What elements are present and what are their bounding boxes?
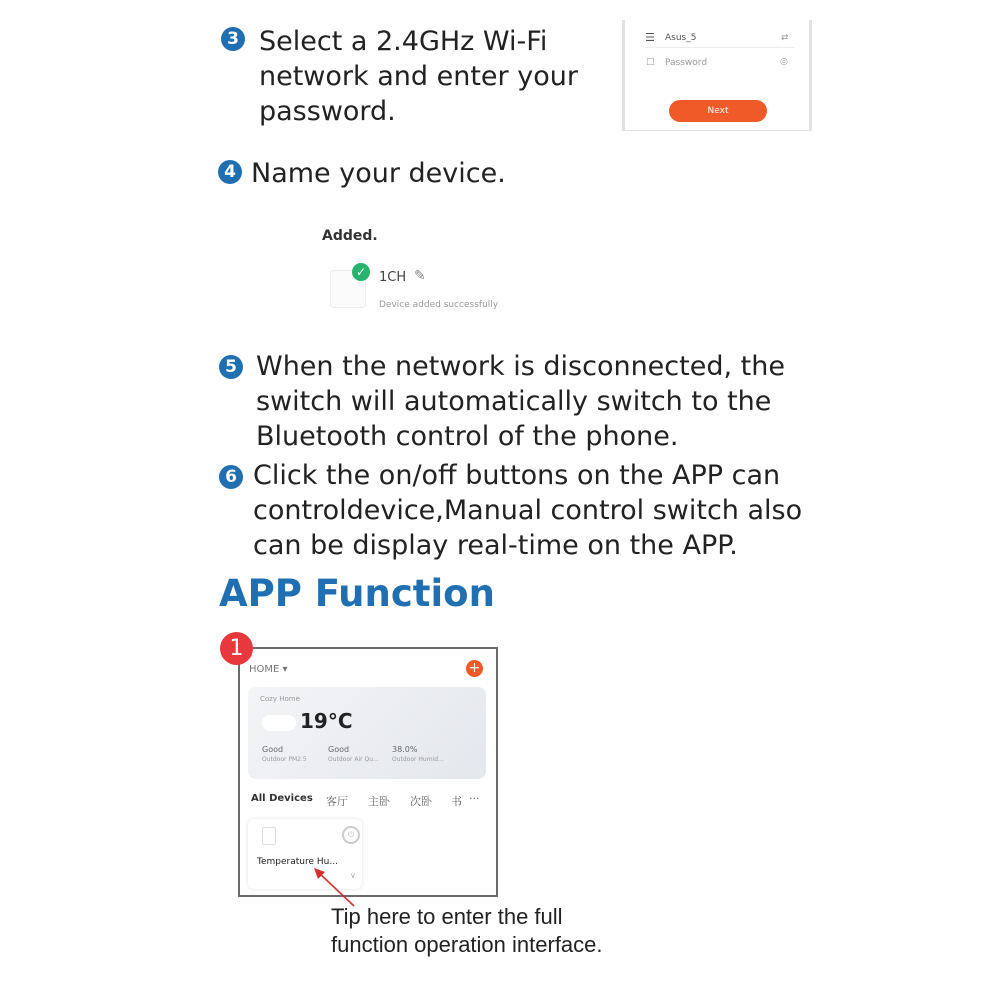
step-number-4: 4	[218, 160, 242, 184]
stat-label-1: Outdoor PM2.5	[262, 756, 307, 763]
divider	[645, 47, 795, 48]
step-number-6: 6	[219, 465, 243, 489]
device-name: 1CH	[379, 270, 407, 285]
app-screen	[238, 647, 498, 897]
ssid-text: Asus_5	[665, 33, 697, 43]
chevron-down-icon[interactable]: ∨	[350, 871, 356, 880]
step-number-5: 5	[219, 355, 243, 379]
tip-text: Tip here to enter the full function operation interface.	[331, 904, 603, 957]
eye-icon[interactable]: ◎	[780, 57, 788, 67]
check-icon: ✓	[352, 263, 370, 281]
added-screen	[322, 228, 542, 318]
lock-icon: □	[646, 57, 655, 67]
stat-label-2: Outdoor Air Qu...	[328, 756, 379, 763]
password-field[interactable]: Password	[665, 58, 708, 68]
cloud-icon	[262, 715, 296, 731]
stat-value-3: 38.0%	[392, 745, 418, 754]
home-selector[interactable]: HOME ▾	[249, 664, 288, 675]
wifi-screen	[622, 20, 812, 131]
wifi-icon: ☰	[645, 31, 655, 44]
edit-icon[interactable]: ✎	[414, 268, 426, 284]
stat-label-3: Outdoor Humid...	[392, 756, 444, 763]
add-button[interactable]: +	[466, 660, 483, 677]
step-number-3: 3	[221, 27, 245, 51]
device-card-name: Temperature Hu...	[257, 857, 338, 867]
power-icon[interactable]: ⏻	[342, 826, 360, 844]
added-title: Added.	[322, 228, 378, 244]
step-badge-1: 1	[220, 632, 253, 665]
temperature: 19°C	[300, 709, 353, 733]
weather-card[interactable]	[248, 687, 486, 779]
tab-study[interactable]: 书	[451, 795, 462, 808]
device-icon	[262, 827, 276, 845]
tab-master-bedroom[interactable]: 主卧	[368, 795, 390, 808]
section-title: APP Function	[219, 572, 495, 615]
step-4-text: Name your device.	[251, 158, 506, 189]
city-name: Cozy Home	[260, 695, 300, 703]
tab-living-room[interactable]: 客厅	[326, 795, 348, 808]
step-6-text: Click the on/off buttons on the APP can controldevice,Manual control switch also can be display real-time on the APP.	[253, 460, 803, 561]
added-status: Device added successfully	[379, 300, 499, 310]
next-button[interactable]: Next	[669, 100, 767, 122]
tab-all-devices[interactable]: All Devices	[251, 793, 313, 804]
change-network-icon[interactable]: ⇄	[781, 33, 789, 43]
step-3-text: Select a 2.4GHz Wi-Fi network and enter your password.	[259, 26, 578, 127]
step-5-text: When the network is disconnected, the switch will automatically switch to the Bluetooth control of the phone.	[256, 351, 785, 452]
stat-value-2: Good	[328, 745, 350, 754]
stat-value-1: Good	[262, 745, 284, 754]
tab-second-bedroom[interactable]: 次卧	[410, 795, 432, 808]
more-icon[interactable]: ···	[469, 792, 480, 805]
